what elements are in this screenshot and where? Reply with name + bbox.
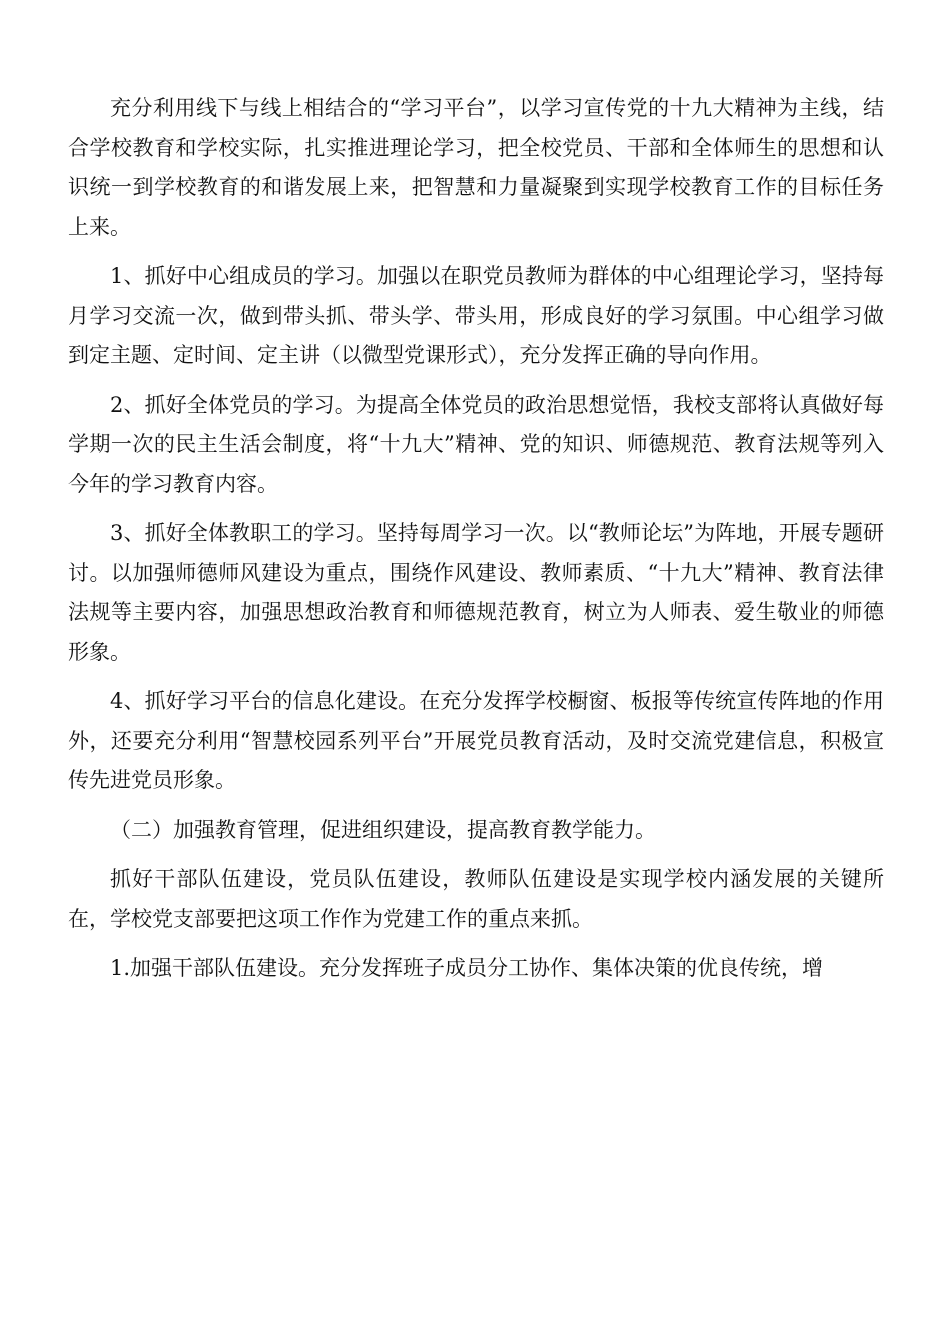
paragraph-item-3: 3、抓好全体教职工的学习。坚持每周学习一次。以“教师论坛”为阵地，开展专题研讨。以加强师德师风建设为重点，围绕作风建设、教师素质、“十九大”精神、教育法律法规等主要内容，加强思想政治教育和师德规范教育，树立为人师表、爱生敬业的师德形象。 — [68, 521, 884, 664]
paragraph-item-1: 1、抓好中心组成员的学习。加强以在职党员教师为群体的中心组理论学习，坚持每月学习交流一次，做到带头抓、带头学、带头用，形成良好的学习氛围。中心组学习做到定主题、定时间、定主讲（以微型党课形式），充分发挥正确的导向作用。 — [68, 264, 884, 367]
paragraph-section-intro: 抓好干部队伍建设，党员队伍建设，教师队伍建设是实现学校内涵发展的关键所在，学校党支部要把这项工作作为党建工作的重点来抓。 — [68, 867, 884, 931]
paragraph-intro: 充分利用线下与线上相结合的“学习平台”，以学习宣传党的十九大精神为主线，结合学校教育和学校实际，扎实推进理论学习，把全校党员、干部和全体师生的思想和认识统一到学校教育的和谐发展上来，把智慧和力量凝聚到实现学校教育工作的目标任务上来。 — [68, 96, 884, 239]
document-page — [68, 89, 884, 999]
paragraph-subitem-1: 1.加强干部队伍建设。充分发挥班子成员分工协作、集体决策的优良传统，增 — [110, 956, 824, 980]
paragraph-item-4: 4、抓好学习平台的信息化建设。在充分发挥学校橱窗、板报等传统宣传阵地的作用外，还要充分利用“智慧校园系列平台”开展党员教育活动，及时交流党建信息，积极宣传先进党员形象。 — [68, 689, 884, 792]
paragraph-item-2: 2、抓好全体党员的学习。为提高全体党员的政治思想觉悟，我校支部将认真做好每学期一次的民主生活会制度，将“十九大”精神、党的知识、师德规范、教育法规等列入今年的学习教育内容。 — [68, 392, 884, 496]
section-heading: （二）加强教育管理，促进组织建设，提高教育教学能力。 — [110, 817, 656, 842]
